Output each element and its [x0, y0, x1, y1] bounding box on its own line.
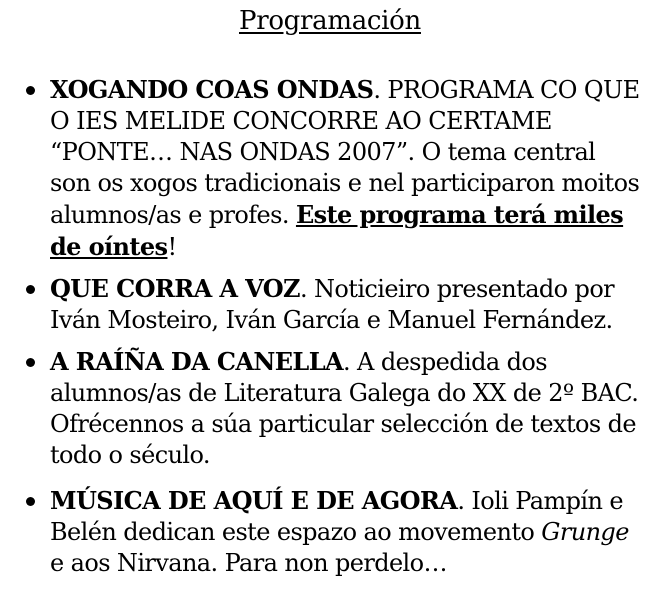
- program-italic-term: Grunge: [541, 518, 629, 546]
- program-highlight: Este programa terá miles de oíntes: [50, 200, 624, 261]
- program-description-end: !: [167, 233, 177, 261]
- program-name: QUE CORRA A VOZ: [50, 274, 300, 303]
- bullet-icon: [26, 86, 35, 95]
- program-description: . Ioli Pampín e Belén dedican este espazo ao movemento: [50, 487, 623, 546]
- page-title: Programación: [239, 6, 421, 36]
- program-description: . PROGRAMA CO QUE O IES MELIDE CONCORRE AO CERTAME “PONTE… NAS ONDAS 2007”. O tema central son os xogos tradicionais e nel participaron moitos alumnos/as e profes.: [50, 76, 640, 229]
- program-name: XOGANDO COAS ONDAS: [50, 75, 374, 104]
- list-item: [0, 346, 640, 471]
- list-item: [0, 485, 640, 579]
- program-description: . Noticieiro presentado por Iván Mosteiro, Iván García e Manuel Fernández.: [50, 275, 615, 334]
- bullet-icon: [26, 497, 35, 506]
- list-item: [0, 74, 640, 263]
- program-name: MÚSICA DE AQUÍ E DE AGORA: [50, 486, 458, 515]
- list-item: [0, 273, 640, 336]
- program-description-end: e aos Nirvana. Para non perdelo…: [50, 549, 447, 577]
- program-list: [0, 74, 640, 589]
- program-name: A RAÍÑA DA CANELLA: [50, 347, 343, 376]
- program-description: . A despedida dos alumnos/as de Literatura Galega do XX de 2º BAC. Ofrécennos a súa particular selección de textos de todo o século.: [50, 348, 639, 469]
- bullet-icon: [26, 285, 35, 294]
- bullet-icon: [26, 358, 35, 367]
